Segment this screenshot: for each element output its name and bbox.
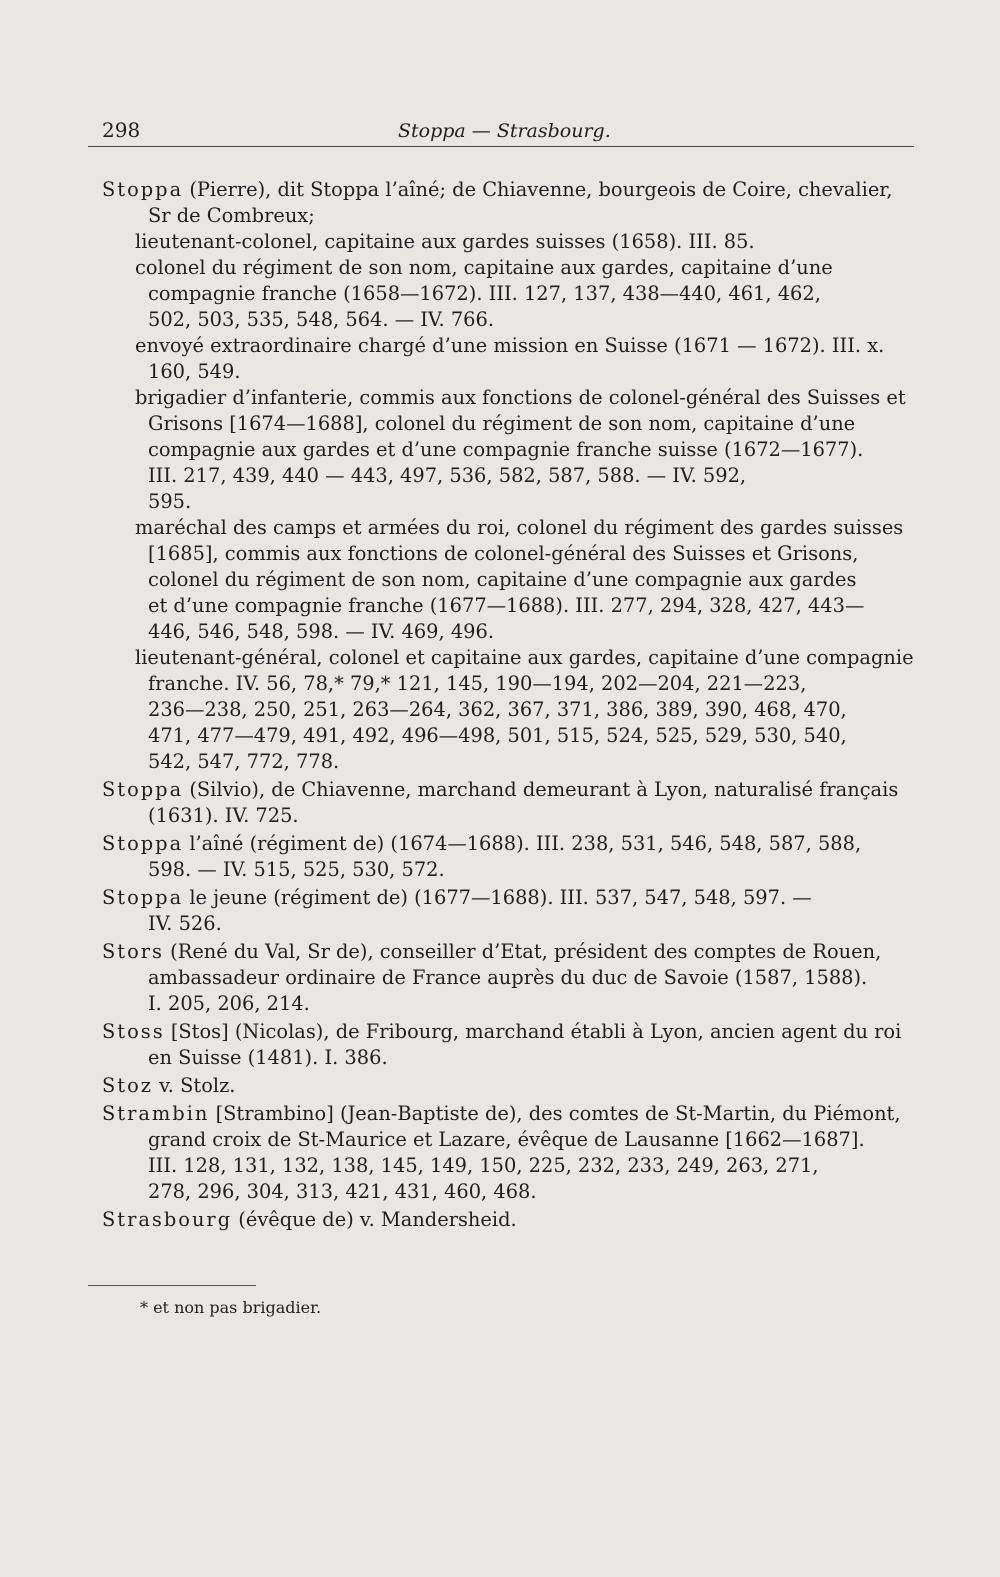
entry-line bbox=[88, 359, 914, 385]
entry-text: envoyé extraordinaire chargé d’une mission en Suisse (1671 — 1672). III. x. bbox=[135, 334, 885, 357]
entry-text: et d’une compagnie franche (1677—1688). III. 277, 294, 328, 427, 443— bbox=[148, 594, 865, 617]
index-entry bbox=[88, 1101, 914, 1205]
entry-text: 160, 549. bbox=[148, 360, 241, 383]
entry-text: [Strambino] (Jean-Baptiste de), des comtes de St-Martin, du Piémont, bbox=[215, 1102, 901, 1125]
entry-line bbox=[88, 255, 914, 281]
entry-line bbox=[88, 671, 914, 697]
entry-text: IV. 526. bbox=[148, 912, 222, 935]
entry-text: 278, 296, 304, 313, 421, 431, 460, 468. bbox=[148, 1180, 537, 1203]
index-entry bbox=[88, 939, 914, 1017]
entry-line bbox=[88, 723, 914, 749]
entry-line bbox=[88, 307, 914, 333]
entry-line bbox=[88, 965, 914, 991]
entry-text: 595. bbox=[148, 490, 192, 513]
entry-text: en Suisse (1481). I. 386. bbox=[148, 1046, 388, 1069]
entry-headword: Stors bbox=[102, 940, 164, 963]
entry-line bbox=[88, 1019, 914, 1045]
entry-line bbox=[88, 619, 914, 645]
entry-text: 542, 547, 772, 778. bbox=[148, 750, 340, 773]
entry-line bbox=[88, 437, 914, 463]
index-entries bbox=[88, 177, 914, 1233]
entry-text: brigadier d’infanterie, commis aux fonctions de colonel-général des Suisses et bbox=[135, 386, 906, 409]
entry-line bbox=[88, 749, 914, 775]
entry-headword: Stoppa bbox=[102, 178, 184, 201]
index-entry bbox=[88, 777, 914, 829]
entry-text: (René du Val, Sr de), conseiller d’Etat, président des comptes de Rouen, bbox=[170, 940, 882, 963]
entry-line bbox=[88, 857, 914, 883]
entry-text: 446, 546, 548, 598. — IV. 469, 496. bbox=[148, 620, 495, 643]
entry-text: 471, 477—479, 491, 492, 496—498, 501, 515, 524, 525, 529, 530, 540, bbox=[148, 724, 847, 747]
entry-text: (1631). IV. 725. bbox=[148, 804, 299, 827]
entry-line bbox=[88, 831, 914, 857]
entry-line bbox=[88, 1153, 914, 1179]
entry-text: 598. — IV. 515, 525, 530, 572. bbox=[148, 858, 445, 881]
entry-line bbox=[88, 1127, 914, 1153]
entry-line bbox=[88, 281, 914, 307]
entry-text: III. 128, 131, 132, 138, 145, 149, 150, 225, 232, 233, 249, 263, 271, bbox=[148, 1154, 819, 1177]
entry-line bbox=[88, 411, 914, 437]
page-header bbox=[88, 106, 914, 147]
footnote-rule bbox=[88, 1285, 256, 1286]
entry-headword: Strasbourg bbox=[102, 1208, 233, 1231]
entry-text: compagnie aux gardes et d’une compagnie franche suisse (1672—1677). bbox=[148, 438, 864, 461]
entry-headword: Strambin bbox=[102, 1102, 210, 1125]
entry-text: l’aîné (régiment de) (1674—1688). III. 238, 531, 546, 548, 587, 588, bbox=[189, 832, 862, 855]
entry-line bbox=[88, 333, 914, 359]
entry-line bbox=[88, 541, 914, 567]
entry-line bbox=[88, 991, 914, 1017]
entry-line bbox=[88, 803, 914, 829]
entry-line bbox=[88, 1045, 914, 1071]
entry-text: v. Stolz. bbox=[159, 1074, 236, 1097]
index-entry bbox=[88, 885, 914, 937]
entry-text: III. 217, 439, 440 — 443, 497, 536, 582, 587, 588. — IV. 592, bbox=[148, 464, 747, 487]
entry-text: ambassadeur ordinaire de France auprès du duc de Savoie (1587, 1588). bbox=[148, 966, 868, 989]
entry-headword: Stoppa bbox=[102, 832, 184, 855]
entry-text: colonel du régiment de son nom, capitaine d’une compagnie aux gardes bbox=[148, 568, 857, 591]
entry-text: grand croix de St-Maurice et Lazare, évêque de Lausanne [1662—1687]. bbox=[148, 1128, 865, 1151]
index-entry bbox=[88, 831, 914, 883]
entry-headword: Stoppa bbox=[102, 886, 184, 909]
entry-headword: Stoppa bbox=[102, 778, 184, 801]
entry-line bbox=[88, 229, 914, 255]
index-entry bbox=[88, 177, 914, 775]
entry-text: [Stos] (Nicolas), de Fribourg, marchand établi à Lyon, ancien agent du roi bbox=[170, 1020, 902, 1043]
entry-line bbox=[88, 777, 914, 803]
entry-text: le jeune (régiment de) (1677—1688). III. 537, 547, 548, 597. — bbox=[189, 886, 812, 909]
entry-line bbox=[88, 515, 914, 541]
entry-text: 236—238, 250, 251, 263—264, 362, 367, 371, 386, 389, 390, 468, 470, bbox=[148, 698, 847, 721]
entry-text: franche. IV. 56, 78,* 79,* 121, 145, 190—194, 202—204, 221—223, bbox=[148, 672, 807, 695]
page-number: 298 bbox=[102, 118, 141, 142]
entry-headword: Stoss bbox=[102, 1020, 165, 1043]
entry-line bbox=[88, 697, 914, 723]
entry-line bbox=[88, 1073, 914, 1099]
entry-line bbox=[88, 1179, 914, 1205]
entry-line bbox=[88, 463, 914, 489]
entry-line bbox=[88, 567, 914, 593]
entry-line bbox=[88, 1101, 914, 1127]
index-entry bbox=[88, 1019, 914, 1071]
entry-line bbox=[88, 911, 914, 937]
entry-text: (évêque de) v. Mandersheid. bbox=[238, 1208, 517, 1231]
entry-line bbox=[88, 1207, 914, 1233]
entry-line bbox=[88, 645, 914, 671]
entry-line bbox=[88, 385, 914, 411]
entry-text: 502, 503, 535, 548, 564. — IV. 766. bbox=[148, 308, 495, 331]
entry-text: Sr de Combreux; bbox=[148, 204, 315, 227]
entry-text: lieutenant-colonel, capitaine aux gardes suisses (1658). III. 85. bbox=[135, 230, 755, 253]
index-entry bbox=[88, 1207, 914, 1233]
footnote: * et non pas brigadier. bbox=[140, 1298, 322, 1317]
entry-line bbox=[88, 177, 914, 203]
entry-line bbox=[88, 489, 914, 515]
entry-line bbox=[88, 939, 914, 965]
entry-text: (Pierre), dit Stoppa l’aîné; de Chiavenne, bourgeois de Coire, chevalier, bbox=[189, 178, 893, 201]
entry-line bbox=[88, 885, 914, 911]
running-head: Stoppa — Strasbourg. bbox=[398, 120, 611, 142]
entry-text: I. 205, 206, 214. bbox=[148, 992, 310, 1015]
entry-text: lieutenant-général, colonel et capitaine aux gardes, capitaine d’une compagnie bbox=[135, 646, 914, 669]
entry-text: Grisons [1674—1688], colonel du régiment de son nom, capitaine d’une bbox=[148, 412, 856, 435]
entry-line bbox=[88, 203, 914, 229]
entry-line bbox=[88, 593, 914, 619]
entry-text: colonel du régiment de son nom, capitaine aux gardes, capitaine d’une bbox=[135, 256, 833, 279]
entry-text: maréchal des camps et armées du roi, colonel du régiment des gardes suisses bbox=[135, 516, 904, 539]
entry-text: (Silvio), de Chiavenne, marchand demeurant à Lyon, naturalisé français bbox=[189, 778, 899, 801]
entry-text: compagnie franche (1658—1672). III. 127, 137, 438—440, 461, 462, bbox=[148, 282, 821, 305]
index-entry bbox=[88, 1073, 914, 1099]
entry-text: [1685], commis aux fonctions de colonel-général des Suisses et Grisons, bbox=[148, 542, 859, 565]
entry-headword: Stoz bbox=[102, 1074, 153, 1097]
